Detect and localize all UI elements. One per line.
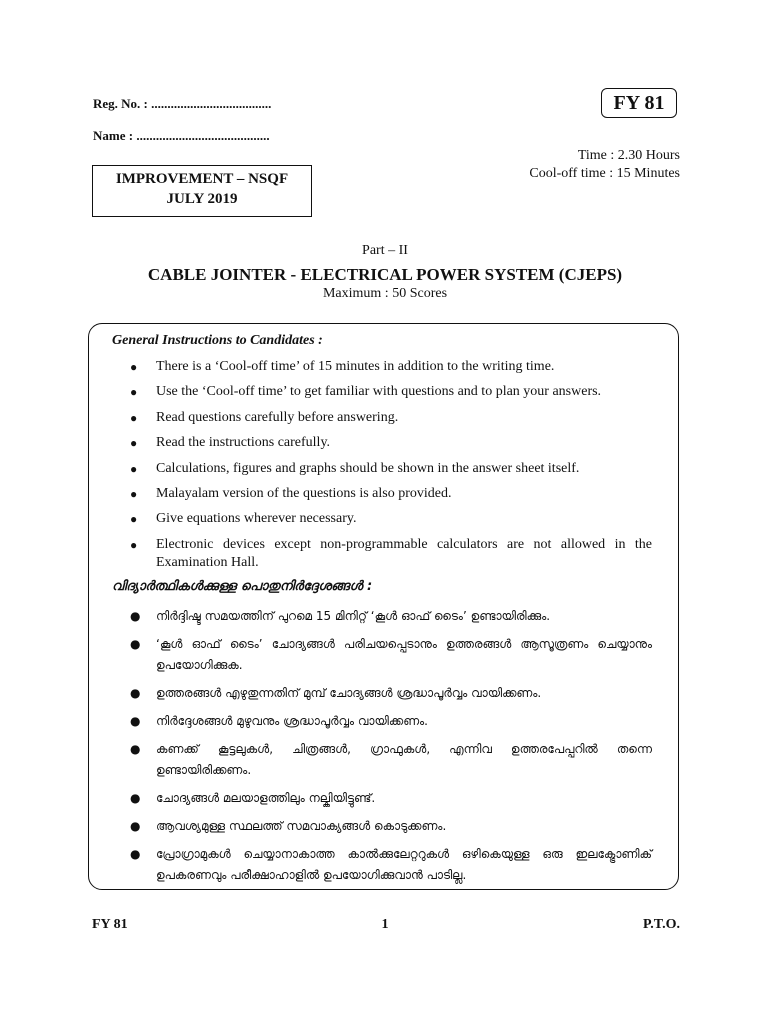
- instruction-text: Electronic devices except non-programmable calculators are not allowed in the Examination Hall.: [156, 536, 652, 570]
- bullet-icon: ●: [130, 486, 138, 501]
- candidate-name-field: Name : .........................................: [93, 128, 270, 143]
- please-turn-over: P.T.O.: [643, 917, 680, 932]
- list-item: [130, 510, 652, 528]
- registration-number-field: Reg. No. : .....................................: [93, 96, 272, 111]
- list-item: [130, 788, 652, 809]
- list-item: [130, 485, 652, 503]
- footer-paper-code: FY 81: [92, 917, 128, 932]
- malayalam-instructions-list: [130, 606, 652, 893]
- time-duration: Time : 2.30 Hours: [577, 148, 680, 163]
- list-item: [130, 434, 652, 452]
- malayalam-instructions-title: വിദ്യാർത്ഥികൾക്കുള്ള പൊതുനിർദ്ദേശങ്ങൾ :: [112, 579, 373, 594]
- exam-title-box: [92, 165, 312, 217]
- paper-code-badge: FY 81: [601, 88, 677, 118]
- instruction-text: Read questions carefully before answering.: [156, 409, 399, 425]
- bullet-icon: ●: [130, 609, 141, 623]
- bullet-icon: ●: [130, 360, 138, 374]
- maximum-score: Maximum : 50 Scores: [322, 286, 448, 301]
- list-item: [130, 634, 652, 676]
- instructions-title: General Instructions to Candidates :: [112, 333, 323, 348]
- bullet-icon: ●: [130, 410, 138, 425]
- bullet-icon: ●: [130, 791, 141, 805]
- instruction-text: Calculations, figures and graphs should be shown in the answer sheet itself.: [156, 460, 580, 476]
- exam-name: IMPROVEMENT – NSQF: [115, 171, 289, 187]
- bullet-icon: ●: [130, 512, 138, 527]
- bullet-icon: ●: [130, 385, 138, 400]
- bullet-icon: ●: [130, 714, 141, 728]
- list-item: [130, 460, 652, 478]
- instruction-text: Give equations wherever necessary.: [156, 511, 357, 527]
- instruction-text: നിർദ്ദേശങ്ങൾ മുഴുവനും ശ്രദ്ധാപൂർവ്വം വായിക്കണം.: [156, 714, 428, 728]
- list-item: [130, 816, 652, 837]
- instruction-text: പ്രോഗ്രാമുകൾ ചെയ്യാനാകാത്ത കാൽക്കുലേറ്ററുകൾ ഒഴികെയുള്ള ഒരു ഇലക്ട്രോണിക് ഉപകരണവും പരീക്ഷാഹാളിൽ ഉപയോഗിക്കുവാൻ പാടില്ല.: [156, 847, 652, 882]
- instruction-text: Use the ‘Cool-off time’ to get familiar with questions and to plan your answers.: [156, 384, 602, 400]
- paper-part: Part – II: [362, 243, 408, 258]
- instruction-text: There is a ‘Cool-off time’ of 15 minutes in addition to the writing time.: [156, 359, 555, 374]
- instruction-text: Read the instructions carefully.: [156, 435, 331, 451]
- instruction-text: ‘കൂൾ ഓഫ് ടൈം’ ചോദ്യങ്ങൾ പരിചയപ്പെടാനും ഉത്തരങ്ങൾ ആസൂത്രണം ചെയ്യാനും ഉപയോഗിക്കുക.: [156, 637, 652, 672]
- exam-session: JULY 2019: [166, 191, 238, 207]
- instruction-text: ആവശ്യമുള്ള സ്ഥലത്ത് സമവാക്യങ്ങൾ കൊടുക്കണം.: [156, 819, 447, 833]
- instruction-text: നിർദ്ദിഷ്ട സമയത്തിന് പുറമെ 15 മിനിറ്റ് ‘കൂൾ ഓഫ് ടൈം’ ഉണ്ടായിരിക്കും.: [156, 609, 551, 623]
- list-item: [130, 536, 652, 572]
- subject-title: CABLE JOINTER - ELECTRICAL POWER SYSTEM (CJEPS): [147, 265, 623, 284]
- bullet-icon: ●: [130, 436, 138, 451]
- bullet-icon: ●: [130, 847, 141, 861]
- list-item: [130, 606, 652, 627]
- time-info: [529, 147, 680, 183]
- list-item: [130, 739, 652, 781]
- list-item: [130, 409, 652, 427]
- bullet-icon: ●: [130, 742, 141, 756]
- bullet-icon: ●: [130, 637, 141, 651]
- bullet-icon: ●: [130, 686, 141, 700]
- instruction-text: Malayalam version of the questions is also provided.: [156, 485, 452, 501]
- instruction-text: ചോദ്യങ്ങൾ മലയാളത്തിലും നല്കിയിട്ടുണ്ട്.: [156, 791, 376, 805]
- english-instructions-list: [130, 358, 652, 579]
- list-item: [130, 383, 652, 401]
- instruction-text: കണക്ക് കൂട്ടലുകൾ, ചിത്രങ്ങൾ, ഗ്രാഫുകൾ, എന്നിവ ഉത്തരപേപ്പറിൽ തന്നെ ഉണ്ടായിരിക്കണം.: [156, 742, 652, 777]
- page-number: 1: [381, 917, 389, 932]
- list-item: [130, 683, 652, 704]
- instruction-text: ഉത്തരങ്ങൾ എഴുതുന്നതിന് മുമ്പ് ചോദ്യങ്ങൾ ശ്രദ്ധാപൂർവ്വം വായിക്കണം.: [156, 686, 542, 700]
- list-item: [130, 358, 652, 376]
- bullet-icon: ●: [130, 537, 138, 552]
- bullet-icon: ●: [130, 819, 141, 833]
- list-item: [130, 844, 652, 886]
- cool-off-time: Cool-off time : 15 Minutes: [529, 166, 680, 181]
- bullet-icon: ●: [130, 461, 138, 476]
- list-item: [130, 711, 652, 732]
